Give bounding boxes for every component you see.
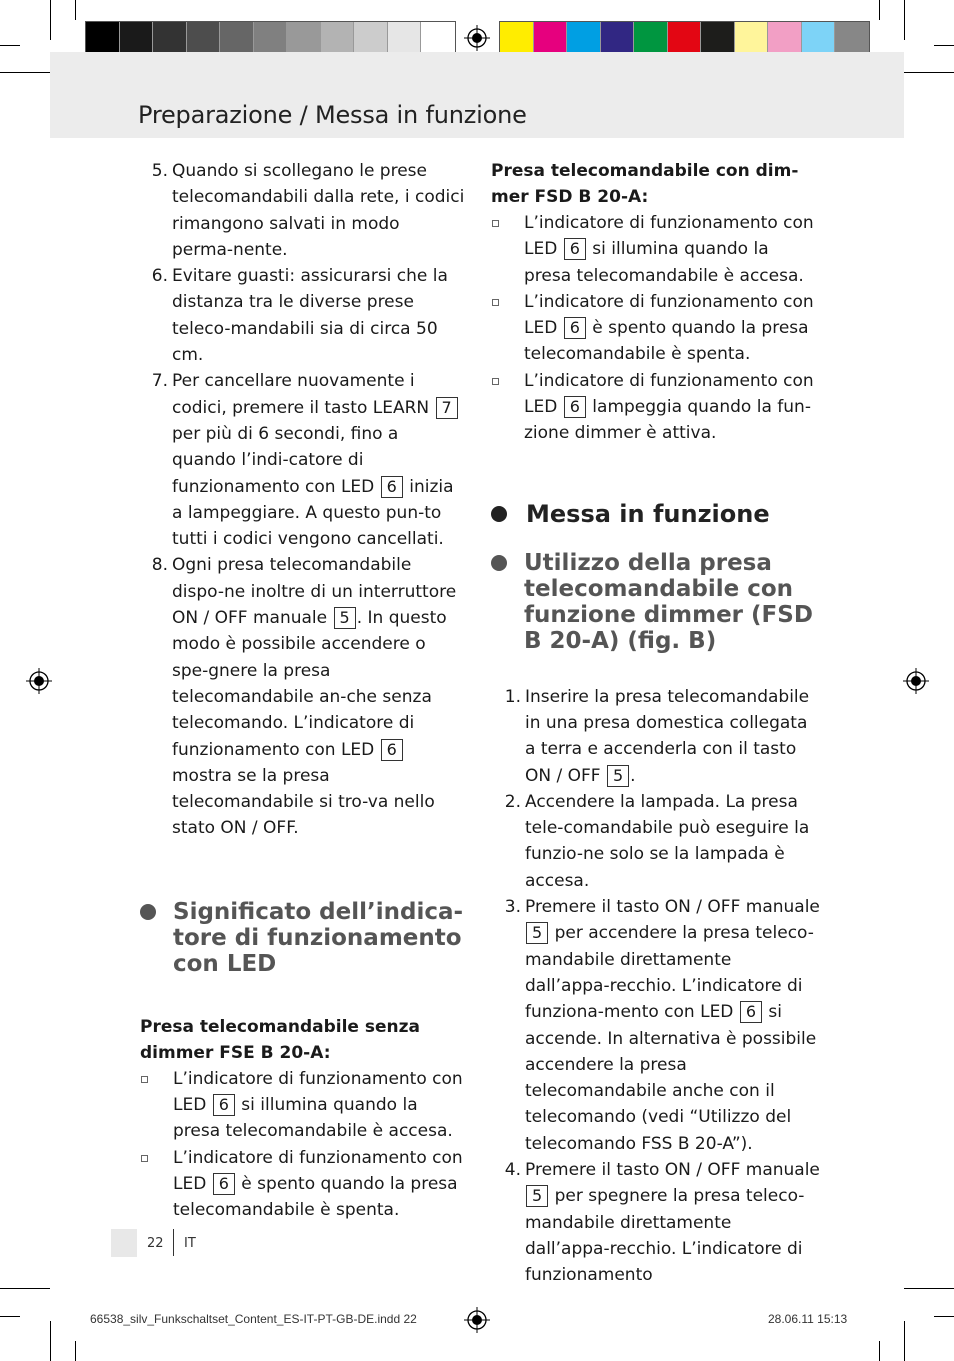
list-item: [491, 289, 821, 368]
reference-number: 6: [381, 739, 403, 761]
list-item: [493, 1157, 821, 1288]
square-bullet-icon: [141, 1155, 148, 1162]
color-swatch: [668, 22, 702, 53]
list-item: [140, 1145, 465, 1224]
text-run: lampeggia quando la fun-zione dimmer è attiva.: [524, 397, 811, 444]
text-run: è spento quando la presa telecomandabile è spenta.: [173, 1173, 458, 1221]
list-item: [493, 894, 821, 1157]
text-run: L’indicatore di funzionamento con LED: [173, 1147, 463, 1194]
text-run: L’indicatore di funzionamento con LED: [524, 370, 814, 418]
list-item: [140, 1066, 465, 1145]
reference-number: 6: [564, 396, 586, 418]
registration-mark-icon: [464, 25, 490, 51]
crop-mark: [0, 1316, 20, 1317]
led-list-fse: [140, 1066, 465, 1224]
subheading-fse: Presa telecomandabile senza dimmer FSE B 20-A:: [140, 1016, 420, 1063]
print-slug-date: 28.06.11 15:13: [768, 1312, 848, 1326]
color-swatch: [534, 22, 568, 53]
text-run: si illumina quando la presa telecomandabile è accesa.: [524, 239, 804, 286]
color-swatch: [321, 22, 355, 53]
color-swatch: [601, 22, 635, 53]
crop-mark: [879, 1341, 880, 1361]
color-swatch: [354, 22, 388, 53]
text-run: L’indicatore di funzionamento con LED: [524, 291, 814, 339]
list-item: [140, 263, 465, 368]
crop-mark: [0, 72, 50, 73]
step-number: 8.: [151, 555, 168, 576]
crop-mark: [904, 0, 905, 40]
color-swatch: [254, 22, 288, 53]
crop-mark: [934, 1316, 954, 1317]
text-run: si illumina quando la presa telecomandabile è accesa.: [173, 1095, 453, 1142]
text-run: Premere il tasto ON / OFF manuale: [525, 1160, 820, 1181]
text-run: L’indicatore di funzionamento con LED: [524, 213, 814, 260]
main-heading: Messa in funzione: [491, 499, 821, 529]
crop-mark: [50, 1321, 51, 1361]
text-run: si accende. In alternativa è possibile accendere la presa telecomandabile anche con il telecomando (vedi “Utilizzo del telecomando FSS B 20-A”).: [525, 1002, 817, 1154]
section-heading-dimmer: Utilizzo della presa telecomandabile con funzione dimmer (FSD B 20-A) (fig. B): [491, 550, 821, 654]
instruction-list: [140, 158, 465, 842]
color-swatch: [567, 22, 601, 53]
step-number: 5.: [151, 161, 168, 181]
text-run: Per cancellare nuovamente i codici, premere il tasto LEARN: [172, 371, 435, 418]
color-swatch: [287, 22, 321, 53]
list-item: [140, 552, 465, 841]
step-number: 2.: [504, 791, 521, 812]
crop-mark: [879, 0, 880, 20]
grayscale-color-bar: [85, 21, 456, 54]
crop-mark: [904, 1321, 905, 1361]
color-swatch: [153, 22, 187, 53]
list-item: [491, 210, 821, 289]
list-item: [140, 368, 465, 552]
reference-number: 6: [213, 1173, 235, 1195]
text-run: Premere il tasto ON / OFF manuale: [525, 897, 820, 918]
reference-number: 6: [564, 238, 586, 260]
reference-number: 6: [564, 317, 586, 339]
color-swatch: [187, 22, 221, 53]
color-swatch: [421, 22, 455, 53]
text-run: per accendere la presa teleco-mandabile direttamente dall’appa-recchio. L’indicatore di funziona-mento con LED: [525, 923, 814, 1023]
step-number: 6.: [151, 266, 168, 287]
text-run: è spento quando la presa telecomandabile è spenta.: [524, 318, 809, 365]
left-column: [140, 158, 465, 1224]
list-item: [140, 158, 465, 263]
crop-mark: [904, 1288, 954, 1289]
step-number: 3.: [504, 897, 521, 918]
crop-mark: [50, 0, 51, 40]
bullet-dot-icon: [491, 506, 507, 522]
step-number: 1.: [504, 686, 521, 707]
text-run: . In questo modo è possibile accendere o spe-gnere la presa telecomandabile an-che senza telecomando. L’indicatore di funzionamento con LED: [172, 608, 447, 760]
color-swatch: [835, 22, 869, 53]
square-bullet-icon: [492, 378, 499, 385]
reference-number: 6: [381, 476, 403, 498]
right-column: [491, 158, 821, 1289]
crop-mark: [934, 45, 954, 46]
color-swatch: [500, 22, 534, 53]
reference-number: 5: [607, 765, 629, 787]
step-number: 7.: [151, 371, 168, 392]
text-run: Quando si scollegano le prese telecomandabili dalla rete, i codici rimangono salvati in modo perma-nente.: [172, 161, 465, 260]
square-bullet-icon: [141, 1076, 148, 1083]
text-run: per più di 6 secondi, fino a quando l’indi-catore di funzionamento con LED: [172, 423, 399, 497]
page-number: 22: [147, 1236, 164, 1251]
subheading-fsd: Presa telecomandabile con dim-mer FSD B 20-A:: [491, 161, 799, 207]
text-run: Evitare guasti: assicurarsi che la distanza tra le diverse prese teleco-mandabili sia di circa 50 cm.: [172, 266, 448, 366]
language-code: IT: [184, 1236, 196, 1251]
text-run: Inserire la presa telecomandabile in una presa domestica collegata a terra e accenderla con il tasto ON / OFF: [525, 686, 810, 786]
color-swatch: [120, 22, 154, 53]
crop-mark: [75, 0, 76, 20]
crop-mark: [75, 1341, 76, 1361]
text-run: Ogni presa telecomandabile dispo-ne inoltre di un interruttore ON / OFF manuale: [172, 555, 457, 629]
color-swatch: [802, 22, 836, 53]
reference-number: 6: [740, 1001, 762, 1023]
text-run: L’indicatore di funzionamento con LED: [173, 1068, 463, 1116]
reference-number: 7: [436, 397, 458, 419]
text-run: mostra se la presa telecomandabile si tro-va nello stato ON / OFF.: [172, 765, 435, 839]
crop-mark: [0, 45, 20, 46]
process-color-bar: [499, 21, 870, 54]
square-bullet-icon: [492, 299, 499, 306]
color-swatch: [388, 22, 422, 53]
color-swatch: [220, 22, 254, 53]
page-number-box: [111, 1229, 137, 1257]
led-list-fsd: [491, 210, 821, 447]
print-slug-filename: 66538_silv_Funkschaltset_Content_ES-IT-PT-GB-DE.indd 22: [90, 1312, 417, 1326]
page-title: Preparazione / Messa in funzione: [138, 101, 527, 129]
reference-number: 5: [526, 1185, 548, 1207]
bullet-dot-icon: [491, 555, 507, 571]
reference-number: 5: [526, 922, 548, 944]
list-item: [493, 684, 821, 789]
color-swatch: [735, 22, 769, 53]
list-item: [493, 789, 821, 894]
color-swatch: [634, 22, 668, 53]
color-swatch: [701, 22, 735, 53]
instruction-list: [493, 684, 821, 1289]
reference-number: 6: [213, 1094, 235, 1116]
color-swatch: [768, 22, 802, 53]
registration-mark-icon: [26, 668, 52, 694]
bullet-dot-icon: [140, 904, 156, 920]
reference-number: 5: [334, 607, 356, 629]
crop-mark: [0, 1288, 50, 1289]
divider: [173, 1229, 174, 1256]
text-run: per spegnere la presa teleco-mandabile direttamente dall’appa-recchio. L’indicatore di funzionamento: [525, 1186, 805, 1286]
list-item: [491, 368, 821, 447]
color-swatch: [86, 22, 120, 53]
section-heading-led: Significato dell’indica-tore di funzionamento con LED: [140, 899, 465, 977]
text-run: Accendere la lampada. La presa tele-comandabile può eseguire la funzio-ne solo se la lampada è accesa.: [525, 791, 810, 891]
text-run: inizia a lampeggiare. A questo pun-to tutti i codici vengono cancellati.: [172, 476, 454, 550]
step-number: 4.: [504, 1160, 521, 1181]
square-bullet-icon: [492, 220, 499, 227]
registration-mark-icon: [464, 1307, 490, 1333]
text-run: .: [630, 765, 636, 786]
registration-mark-icon: [903, 668, 929, 694]
page-header: [50, 52, 904, 138]
crop-mark: [904, 72, 954, 73]
